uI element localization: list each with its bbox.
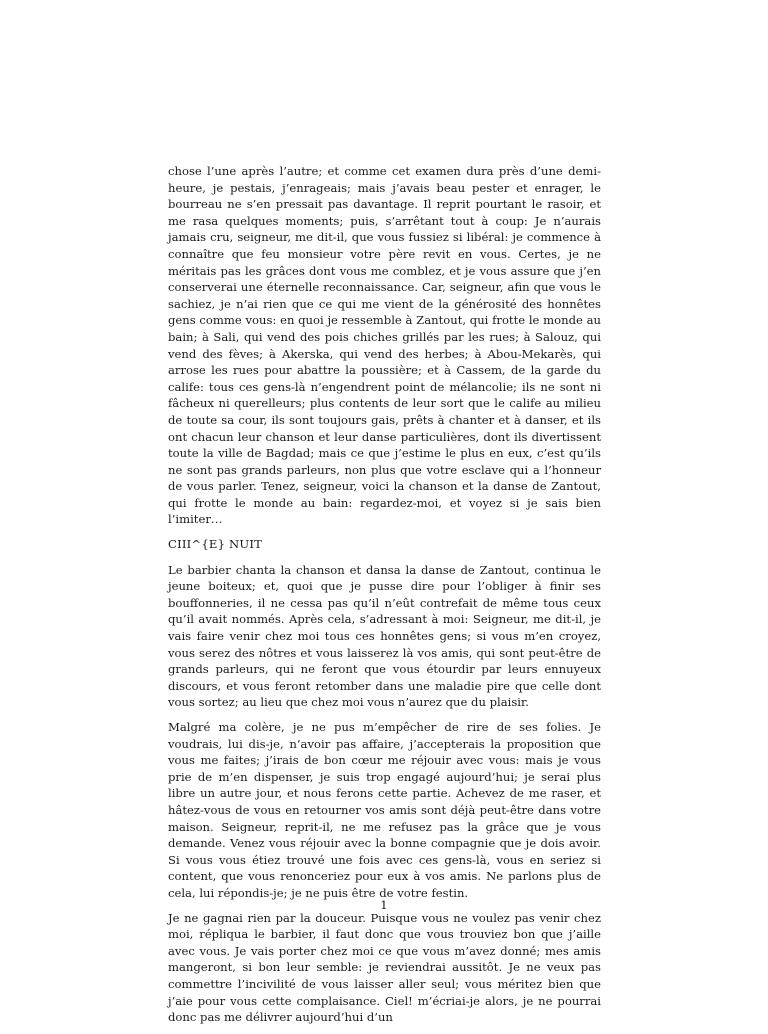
chapter-heading: CIII^{E} NUIT: [168, 537, 263, 552]
paragraph-4: Je ne gagnai rien par la douceur. Puisque vous ne voulez pas venir chez moi, répliqua le barbier, il faut donc que vous trouviez bon que j’aille avec vous. Je vais porter chez moi ce que vous m’avez donné; mes amis mangeront, si bon leur semble: je reviendrai aussitôt. Je ne veux pas commettre l’incivilité de vous laisser aller seul; vous méritez bien que j’aie pour vous cette complaisance. Ciel! m’écriai-je alors, je ne pourrai donc pas me délivrer aujourd’hui d’un: [168, 910, 601, 1025]
page-number: 1: [380, 898, 388, 912]
paragraph-1: chose l’une après l’autre; et comme cet examen dura près d’une demi-heure, je pestais, j’enrageais; mais j’avais beau pester et enrager, le bourreau ne s’en pressait pas davantage. Il reprit pourtant le rasoir, et me rasa quelques moments; puis, s’arrêtant tout à coup: Je n’aurais jamais cru, seigneur, me dit-il, que vous fussiez si libéral: je commence à connaître que feu monsieur votre père revit en vous. Certes, je ne méritais pas les grâces dont vous me comblez, et je vous assure que j’en conserverai une éternelle reconnaissance. Car, seigneur, afin que vous le sachiez, je n’ai rien que ce qui me vient de la générosité des honnêtes gens comme vous: en quoi je ressemble à Zantout, qui frotte le monde au bain; à Sali, qui vend des pois chiches grillés par les rues; à Salouz, qui vend des fèves; à Akerska, qui vend des herbes; à Abou-Mekarès, qui arrose les rues pour abattre la poussière; et à Cassem, de la garde du calife: tous ces gens-là n’engendrent point de mélancolie; ils ne sont ni fâcheux ni querelleurs; plus contents de leur sort que le calife au milieu de toute sa cour, ils sont toujours gais, prêts à chanter et à danser, et ils ont chacun leur chanson et leur danse particulières, dont ils divertissent toute la ville de Bagdad; mais ce que j’estime le plus en eux, c’est qu’ils ne sont pas grands parleurs, non plus que votre esclave qui a l’honneur de vous parler. Tenez, seigneur, voici la chanson et la danse de Zantout, qui frotte le monde au bain: regardez-moi, et voyez si je sais bien l’imiter…: [168, 164, 601, 527]
paragraph-3: Malgré ma colère, je ne pus m’empêcher de rire de ses folies. Je voudrais, lui dis-je, n’avoir pas affaire, j’accepterais la proposition que vous me faites; j’irais de bon cœur me réjouir avec vous: mais je vous prie de m’en dispenser, je suis trop engagé aujourd’hui; je serai plus libre un autre jour, et nous ferons cette partie. Achevez de me raser, et hâtez-vous de vous en retourner vos amis sont déjà peut-être dans votre maison. Seigneur, reprit-il, ne me refusez pas la grâce que je vous demande. Venez vous réjouir avec la bonne compagnie que je dois avoir. Si vous vous étiez trouvé une fois avec ces gens-là, vous en seriez si content, que vous renonceriez pour eux à vos amis. Ne parlons plus de cela, lui répondis-je; je ne puis être de votre festin.: [168, 720, 601, 900]
paragraph-2: Le barbier chanta la chanson et dansa la danse de Zantout, continua le jeune boiteux; et, quoi que je pusse dire pour l’obliger à finir ses bouffonneries, il ne cessa pas qu’il n’eût contrefait de même tous ceux qu’il avait nommés. Après cela, s’adressant à moi: Seigneur, me dit-il, je vais faire venir chez moi tous ces honnêtes gens; si vous m’en croyez, vous serez des nôtres et vous laisserez là vos amis, qui sont peut-être de grands parleurs, qui ne feront que vous étourdir par leurs ennuyeux discours, et vous feront retomber dans une maladie pire que celle dont vous sortez; au lieu que chez moi vous n’aurez que du plaisir.: [168, 562, 601, 710]
